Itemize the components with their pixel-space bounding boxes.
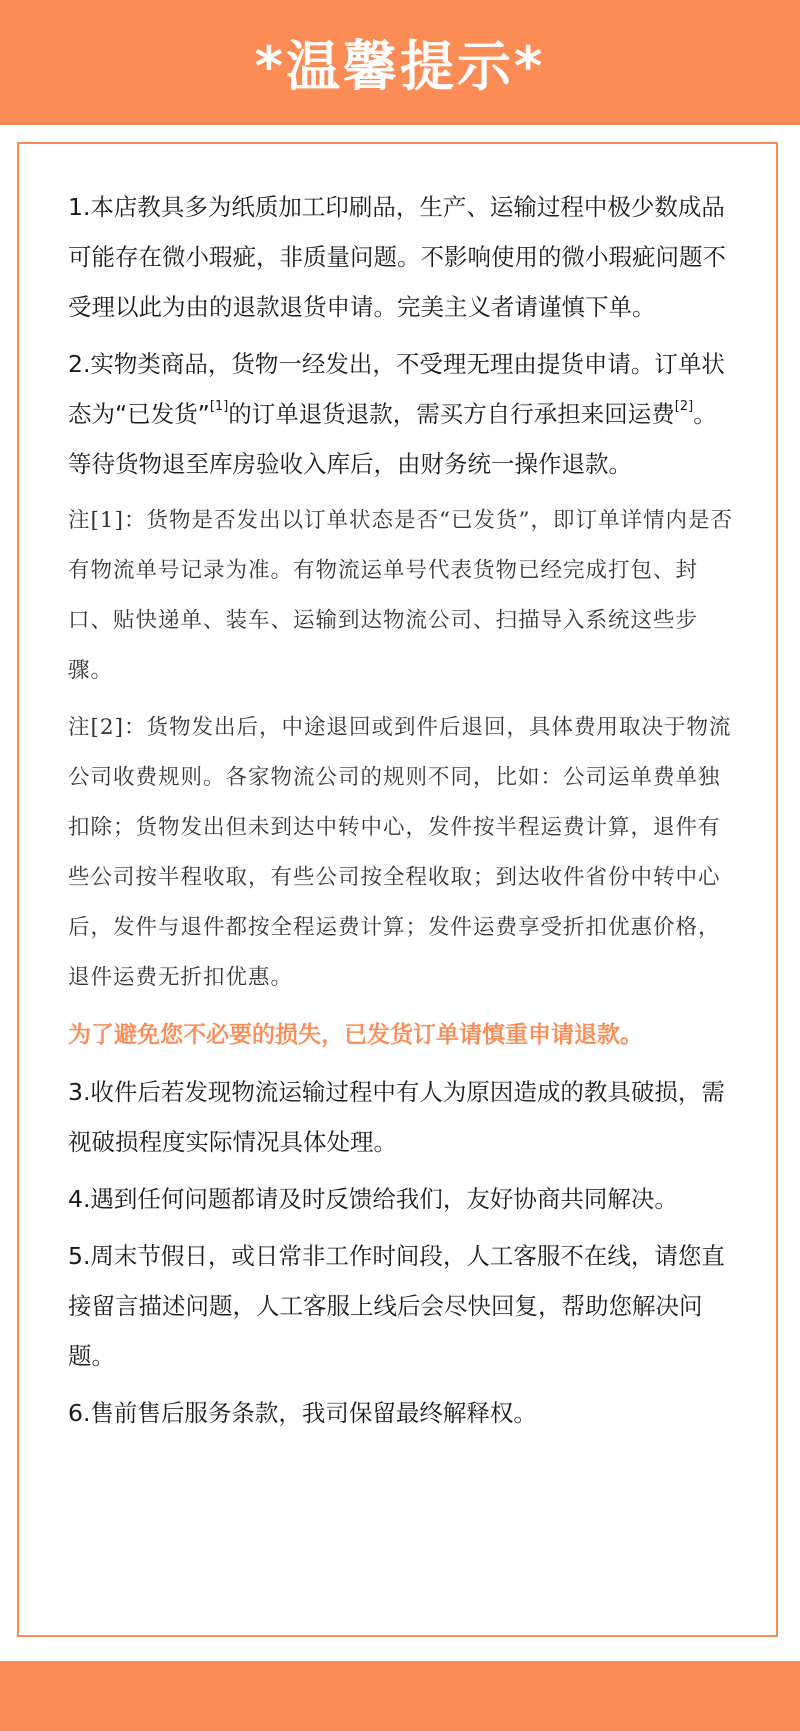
- notice-item-2-text-b: 的订单退货退款，需买方自行承担来回运费: [228, 400, 675, 428]
- notice-item-1: 1.本店教具多为纸质加工印刷品，生产、运输过程中极少数成品可能存在微小瑕疵，非质量问题。不影响使用的微小瑕疵问题不受理以此为由的退款退货申请。完美主义者请谨慎下单。: [68, 193, 726, 321]
- notice-item-6: 6.售前售后服务条款，我司保留最终解释权。: [68, 1399, 537, 1427]
- header-banner: [0, 0, 800, 125]
- notice-item-3: 3.收件后若发现物流运输过程中有人为原因造成的教具破损，需视破损程度实际情况具体处理。: [68, 1078, 725, 1156]
- footnote-ref-1: [1]: [209, 399, 229, 414]
- footnote-ref-2: [2]: [674, 399, 694, 414]
- notice-item-5: 5.周末节假日，或日常非工作时间段，人工客服不在线，请您直接留言描述问题，人工客服上线后会尽快回复，帮助您解决问题。: [68, 1242, 725, 1370]
- refund-warning: 为了避免您不必要的损失，已发货订单请慎重申请退款。: [68, 1022, 643, 1048]
- footnote-1: 注[1]：货物是否发出以订单状态是否“已发货”，即订单详情内是否有物流单号记录为准。有物流运单号代表货物已经完成打包、封口、贴快递单、装车、运输到达物流公司、扫描导入系统这些步骤。: [68, 508, 733, 683]
- footer-banner: [0, 1661, 800, 1731]
- notice-item-2-text-a: 2.实物类商品，货物一经发出，不受理无理由提货申请。订单状态为“已发货”: [68, 350, 725, 428]
- notice-content: [68, 182, 740, 1445]
- notice-item-2-text-c: 。等待货物退至库房验收入库后，由财务统一操作退款。: [68, 400, 717, 478]
- footnote-2: 注[2]：货物发出后，中途退回或到件后退回，具体费用取决于物流公司收费规则。各家物流公司的规则不同，比如：公司运单费单独扣除；货物发出但未到达中转中心，发件按半程运费计算，退件有些公司按半程收取，有些公司按全程收取；到达收件省份中转中心后，发件与退件都按全程运费计算；发件运费享受折扣优惠价格，退件运费无折扣优惠。: [68, 715, 732, 990]
- notice-item-2: [68, 339, 740, 489]
- notice-item-4: 4.遇到任何问题都请及时反馈给我们，友好协商共同解决。: [68, 1185, 678, 1213]
- page-title: *温馨提示*: [254, 35, 546, 98]
